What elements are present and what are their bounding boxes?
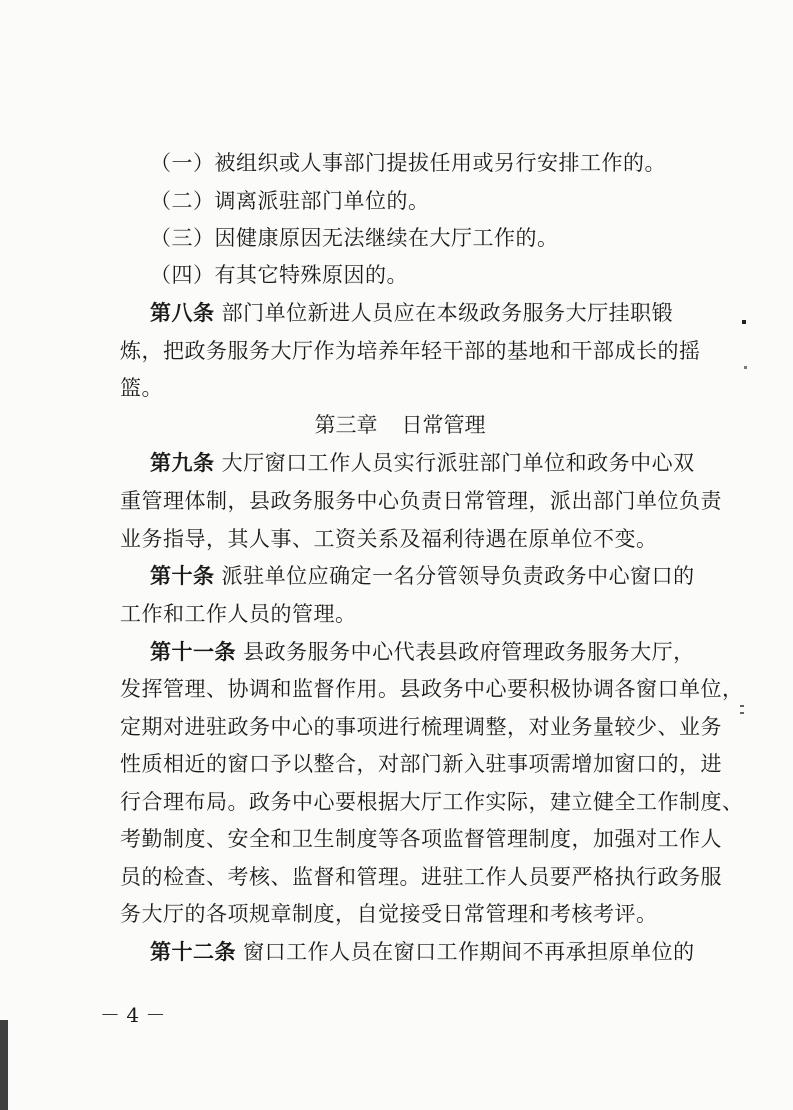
article-10 xyxy=(150,559,695,593)
scan-speck xyxy=(740,712,744,714)
item-4: （四）有其它特殊原因的。 xyxy=(150,263,408,287)
article-9-line-2: 重管理体制，县政务服务中心负责日常管理，派出部门单位负责 xyxy=(120,489,722,513)
article-11 xyxy=(150,635,695,669)
article-11-line-5: 行合理布局。政务中心要根据大厅工作实际，建立健全工作制度、 xyxy=(120,790,744,814)
scan-speck xyxy=(742,320,746,324)
article-8-title: 第八条 xyxy=(150,300,215,325)
chapter-title: 日常管理 xyxy=(401,413,486,437)
article-12-title: 第十二条 xyxy=(150,939,236,964)
scan-speck xyxy=(744,366,747,369)
scan-speck xyxy=(740,705,744,707)
article-8 xyxy=(150,296,680,330)
article-11-line-3: 定期对进驻政务中心的事项进行梳理调整，对业务量较少、业务 xyxy=(120,715,722,739)
article-8-line-2: 炼，把政务服务大厅作为培养年轻干部的基地和干部成长的摇 xyxy=(120,339,701,363)
article-8-line-3: 篮。 xyxy=(120,376,163,400)
item-3: （三）因健康原因无法继续在大厅工作的。 xyxy=(150,226,559,250)
article-8-text: 部门单位新进人员应在本级政务服务大厅挂职锻 xyxy=(214,301,674,325)
scan-edge-shadow xyxy=(0,1020,8,1110)
article-11-line-6: 考勤制度、安全和卫生制度等各项监督管理制度，加强对工作人 xyxy=(120,827,722,851)
article-12 xyxy=(150,935,695,969)
article-9 xyxy=(150,446,695,480)
article-9-text: 大厅窗口工作人员实行派驻部门单位和政务中心双 xyxy=(214,451,695,475)
chapter-heading xyxy=(120,408,680,442)
article-9-line-3: 业务指导，其人事、工资关系及福利待遇在原单位不变。 xyxy=(120,527,658,551)
chapter-number: 第三章 xyxy=(314,413,378,437)
item-1: （一）被组织或人事部门提拔任用或另行安排工作的。 xyxy=(150,151,666,175)
article-11-text: 县政务服务中心代表县政府管理政务服务大厅， xyxy=(236,640,695,664)
article-11-line-4: 性质相近的窗口予以整合，对部门新入驻事项需增加窗口的，进 xyxy=(120,752,722,776)
article-10-title: 第十条 xyxy=(150,563,215,588)
article-9-title: 第九条 xyxy=(150,450,215,475)
article-10-line-2: 工作和工作人员的管理。 xyxy=(120,602,357,626)
page-number: － 4 － xyxy=(100,1003,166,1027)
article-12-text: 窗口工作人员在窗口工作期间不再承担原单位的 xyxy=(236,940,695,964)
article-10-text: 派驻单位应确定一名分管领导负责政务中心窗口的 xyxy=(214,564,695,588)
article-11-title: 第十一条 xyxy=(150,639,236,664)
article-11-line-8: 务大厅的各项规章制度，自觉接受日常管理和考核考评。 xyxy=(120,902,658,926)
article-11-line-2: 发挥管理、协调和监督作用。县政务中心要积极协调各窗口单位， xyxy=(120,677,744,701)
item-2: （二）调离派驻部门单位的。 xyxy=(150,189,430,213)
article-11-line-7: 员的检查、考核、监督和管理。进驻工作人员要严格执行政务服 xyxy=(120,865,722,889)
